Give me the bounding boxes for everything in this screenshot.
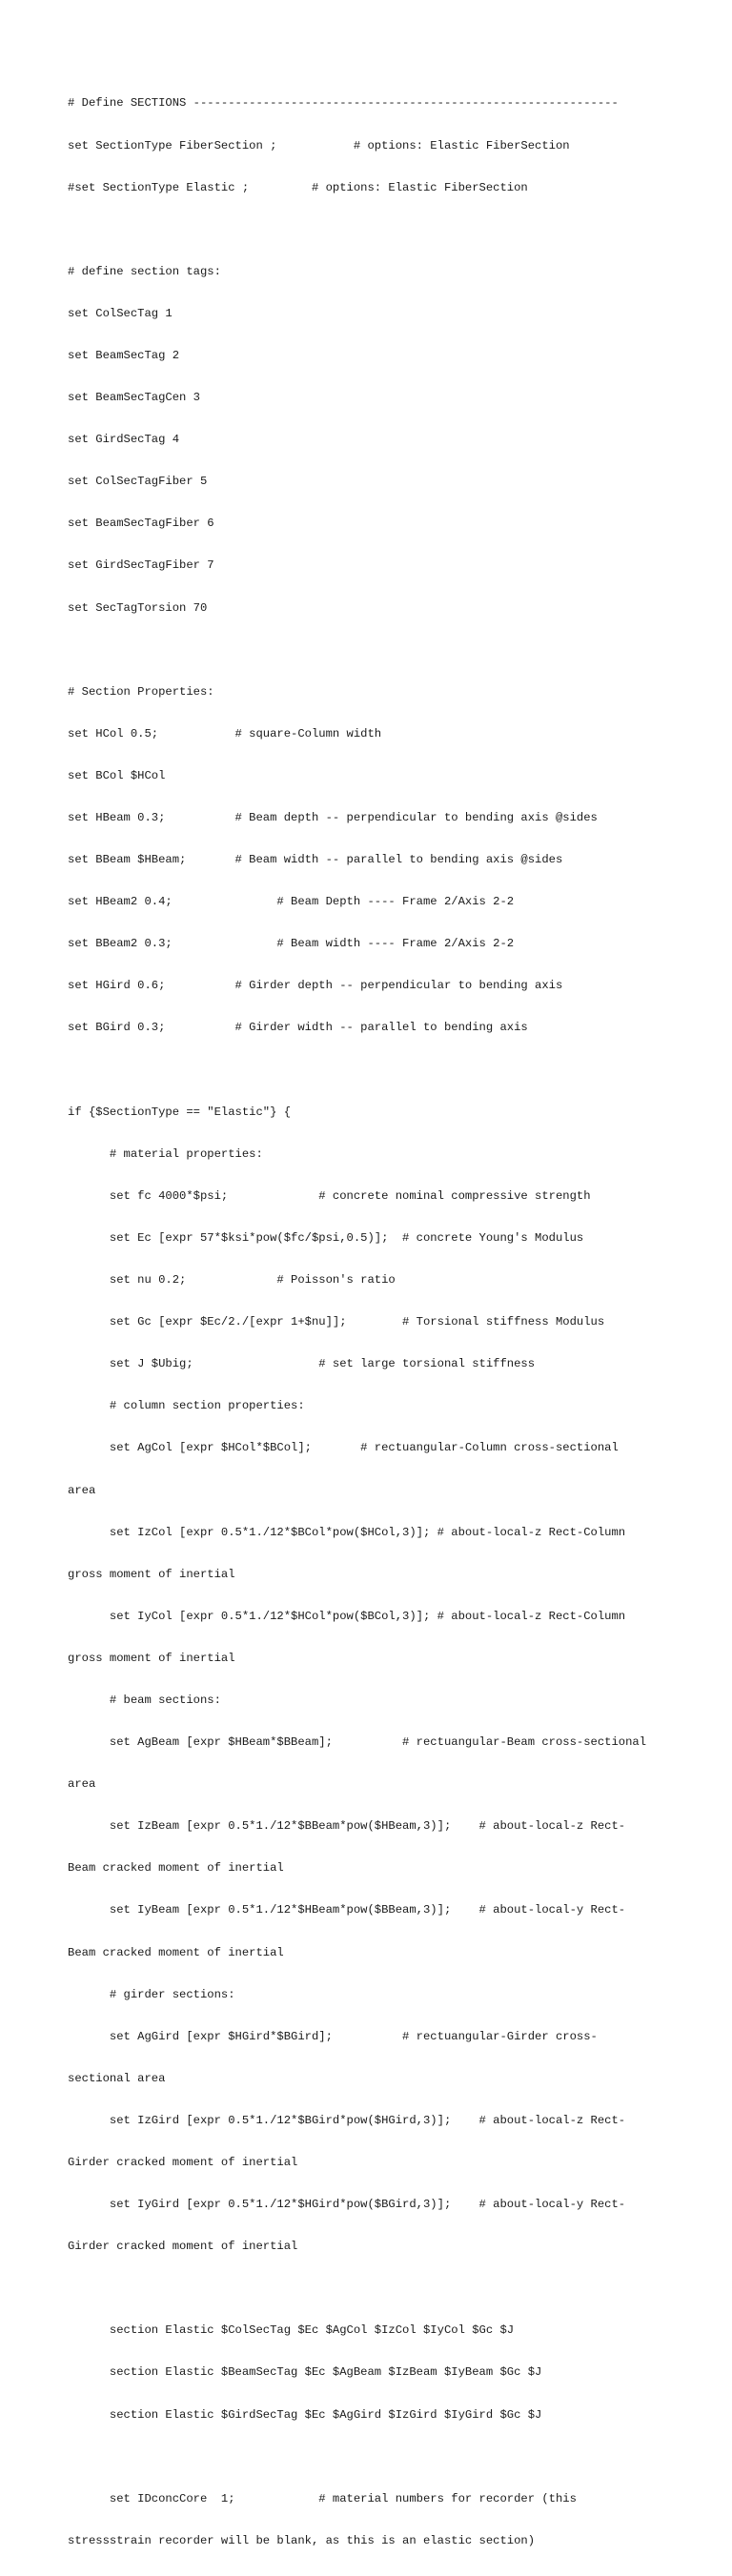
code-line: set IyGird [expr 0.5*1./12*$HGird*pow($BGird,3)]; # about-local-y Rect- bbox=[68, 2198, 626, 2212]
code-line: set BGird 0.3; # Girder width -- parallel to bending axis bbox=[68, 1021, 528, 1035]
code-line: # column section properties: bbox=[68, 1399, 305, 1413]
code-line: set BBeam2 0.3; # Beam width ---- Frame 2/Axis 2-2 bbox=[68, 937, 515, 951]
code-line: set HCol 0.5; # square-Column width bbox=[68, 726, 382, 740]
code-line: section Elastic $GirdSecTag $Ec $AgGird $IzGird $IyGird $Gc $J bbox=[68, 2407, 542, 2422]
code-line: set IzGird [expr 0.5*1./12*$BGird*pow($HGird,3)]; # about-local-z Rect- bbox=[68, 2113, 626, 2127]
code-line: section Elastic $ColSecTag $Ec $AgCol $IzCol $IyCol $Gc $J bbox=[68, 2323, 515, 2338]
code-line: # beam sections: bbox=[68, 1693, 221, 1707]
code-line: set HBeam2 0.4; # Beam Depth ---- Frame 2/Axis 2-2 bbox=[68, 895, 515, 909]
code-line: set HGird 0.6; # Girder depth -- perpendicular to bending axis bbox=[68, 979, 563, 993]
code-line: sectional area bbox=[68, 2071, 166, 2085]
code-line: Girder cracked moment of inertial bbox=[68, 2240, 298, 2254]
blank-line bbox=[68, 223, 697, 237]
code-line: set fc 4000*$psi; # concrete nominal compressive strength bbox=[68, 1188, 591, 1203]
code-line: set BeamSecTagCen 3 bbox=[68, 391, 200, 405]
code-line: Beam cracked moment of inertial bbox=[68, 1861, 284, 1876]
code-line: set BCol $HCol bbox=[68, 768, 166, 782]
code-line: set AgGird [expr $HGird*$BGird]; # rectuangular-Girder cross- bbox=[68, 2029, 598, 2043]
code-line: set ColSecTag 1 bbox=[68, 306, 173, 320]
code-line: Girder cracked moment of inertial bbox=[68, 2156, 298, 2169]
code-line: # define section tags: bbox=[68, 264, 221, 278]
code-line: area bbox=[68, 1483, 96, 1497]
code-line: set J $Ubig; # set large torsional stiffness bbox=[68, 1357, 536, 1371]
code-line: set AgCol [expr $HCol*$BCol]; # rectuangular-Column cross-sectional bbox=[68, 1441, 619, 1455]
code-line: # material properties: bbox=[68, 1146, 263, 1161]
code-line: set HBeam 0.3; # Beam depth -- perpendicular to bending axis @sides bbox=[68, 811, 598, 824]
code-line: # girder sections: bbox=[68, 1987, 235, 2001]
code-line: set SecTagTorsion 70 bbox=[68, 600, 208, 615]
code-line: set BeamSecTag 2 bbox=[68, 348, 180, 362]
code-line: set IzCol [expr 0.5*1./12*$BCol*pow($HCol,3)]; # about-local-z Rect-Column bbox=[68, 1525, 626, 1539]
code-line: section Elastic $BeamSecTag $Ec $AgBeam $IzBeam $IyBeam $Gc $J bbox=[68, 2365, 542, 2380]
code-line: # Section Properties: bbox=[68, 684, 214, 699]
blank-line bbox=[68, 2450, 697, 2464]
code-line: set IDconcCore 1; # material numbers for recorder (this bbox=[68, 2491, 577, 2505]
code-line: # Define SECTIONS ------------------------------------------------------------- bbox=[68, 96, 619, 111]
code-line: set IyBeam [expr 0.5*1./12*$HBeam*pow($BBeam,3)]; # about-local-y Rect- bbox=[68, 1903, 626, 1917]
code-line: set BeamSecTagFiber 6 bbox=[68, 517, 214, 531]
code-line: set BBeam $HBeam; # Beam width -- parallel to bending axis @sides bbox=[68, 853, 563, 867]
code-line: set GirdSecTagFiber 7 bbox=[68, 558, 214, 573]
code-listing bbox=[68, 69, 697, 2576]
blank-line bbox=[68, 2282, 697, 2296]
code-line: gross moment of inertial bbox=[68, 1567, 235, 1581]
code-line: set IzBeam [expr 0.5*1./12*$BBeam*pow($HBeam,3)]; # about-local-z Rect- bbox=[68, 1819, 626, 1834]
code-line: set Gc [expr $Ec/2./[expr 1+$nu]]; # Torsional stiffness Modulus bbox=[68, 1315, 605, 1329]
code-line: gross moment of inertial bbox=[68, 1651, 235, 1665]
code-line: area bbox=[68, 1777, 96, 1792]
code-line: set nu 0.2; # Poisson's ratio bbox=[68, 1273, 396, 1288]
code-line: set AgBeam [expr $HBeam*$BBeam]; # rectuangular-Beam cross-sectional bbox=[68, 1735, 647, 1750]
code-line: stressstrain recorder will be blank, as this is an elastic section) bbox=[68, 2533, 536, 2547]
code-line: set IyCol [expr 0.5*1./12*$HCol*pow($BCol,3)]; # about-local-z Rect-Column bbox=[68, 1609, 626, 1623]
code-line: set GirdSecTag 4 bbox=[68, 433, 180, 447]
blank-line bbox=[68, 1064, 697, 1078]
blank-line bbox=[68, 643, 697, 658]
code-line: if {$SectionType == "Elastic"} { bbox=[68, 1105, 292, 1119]
code-line: #set SectionType Elastic ; # options: Elastic FiberSection bbox=[68, 180, 528, 194]
code-line: set ColSecTagFiber 5 bbox=[68, 475, 208, 489]
code-line: Beam cracked moment of inertial bbox=[68, 1945, 284, 1959]
code-line: set SectionType FiberSection ; # options: Elastic FiberSection bbox=[68, 138, 570, 152]
code-line: set Ec [expr 57*$ksi*pow($fc/$psi,0.5)]; # concrete Young's Modulus bbox=[68, 1230, 584, 1245]
